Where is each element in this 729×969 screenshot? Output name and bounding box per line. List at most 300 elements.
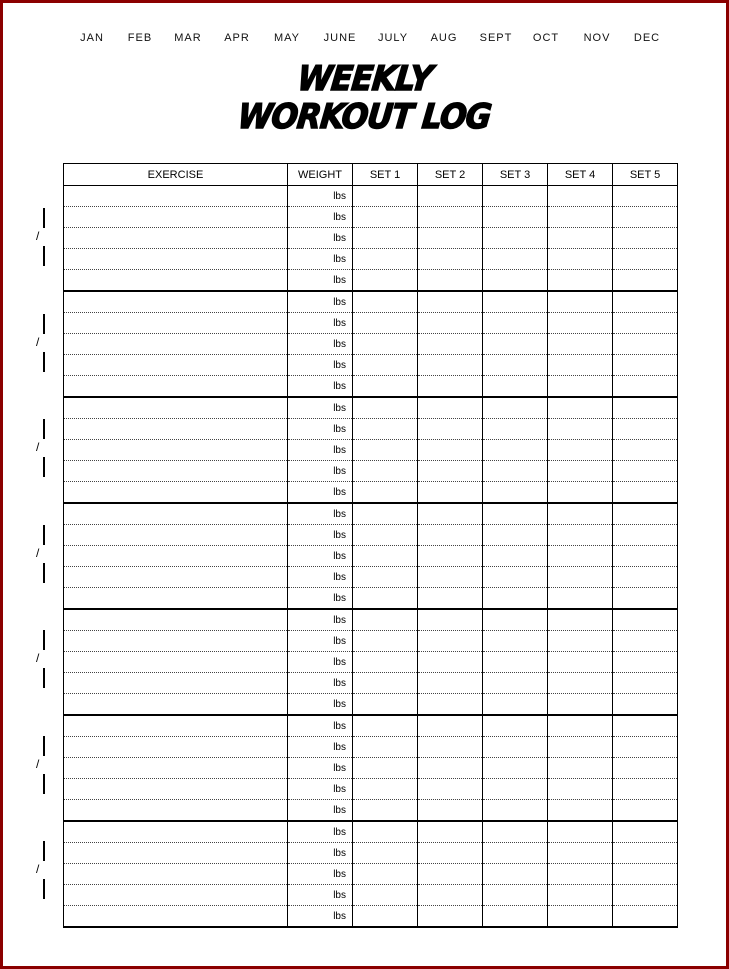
set-5-cell[interactable] — [613, 291, 678, 313]
set-2-cell[interactable] — [418, 631, 483, 652]
set-3-cell[interactable] — [483, 546, 548, 567]
set-3-cell[interactable] — [483, 503, 548, 525]
weight-cell[interactable]: lbs — [288, 313, 353, 334]
set-2-cell[interactable] — [418, 440, 483, 461]
set-3-cell[interactable] — [483, 228, 548, 249]
set-5-cell[interactable] — [613, 588, 678, 610]
set-3-header: SET 3 — [483, 164, 548, 186]
weight-cell[interactable]: lbs — [288, 631, 353, 652]
month-nov[interactable]: NOV — [583, 32, 611, 44]
set-3-cell[interactable] — [483, 758, 548, 779]
exercise-cell[interactable] — [64, 228, 288, 249]
set-4-cell[interactable] — [548, 313, 613, 334]
month-july[interactable]: JULY — [377, 32, 409, 44]
set-5-cell[interactable] — [613, 313, 678, 334]
set-4-cell[interactable] — [548, 779, 613, 800]
set-1-cell[interactable] — [353, 652, 418, 673]
exercise-cell[interactable] — [64, 631, 288, 652]
weight-cell[interactable]: lbs — [288, 376, 353, 398]
set-2-cell[interactable] — [418, 800, 483, 822]
month-dec[interactable]: DEC — [633, 32, 661, 44]
set-2-cell[interactable] — [418, 885, 483, 906]
set-2-cell[interactable] — [418, 313, 483, 334]
set-3-cell[interactable] — [483, 461, 548, 482]
date-separator: / — [36, 756, 40, 771]
table-row — [64, 207, 678, 228]
table-row — [64, 397, 678, 419]
set-5-header: SET 5 — [613, 164, 678, 186]
set-1-cell[interactable] — [353, 440, 418, 461]
date-entry[interactable] — [31, 208, 51, 268]
month-june[interactable]: JUNE — [323, 32, 357, 44]
exercise-cell[interactable] — [64, 355, 288, 376]
set-3-cell[interactable] — [483, 419, 548, 440]
set-1-cell[interactable] — [353, 207, 418, 228]
table-row — [64, 355, 678, 376]
set-2-cell[interactable] — [418, 843, 483, 864]
date-separator: / — [36, 862, 40, 876]
month-oct[interactable]: OCT — [532, 32, 560, 44]
exercise-cell[interactable] — [64, 334, 288, 355]
weight-cell[interactable]: lbs — [288, 546, 353, 567]
title-line-weekly: WEEKLY — [295, 59, 434, 99]
weight-cell[interactable]: lbs — [288, 397, 353, 419]
exercise-cell[interactable] — [64, 588, 288, 610]
set-1-cell[interactable] — [353, 186, 418, 207]
set-3-cell[interactable] — [483, 186, 548, 207]
table-row — [64, 567, 678, 588]
table-row — [64, 376, 678, 398]
set-1-cell[interactable] — [353, 673, 418, 694]
set-3-cell[interactable] — [483, 609, 548, 631]
set-4-cell[interactable] — [548, 673, 613, 694]
set-5-cell[interactable] — [613, 355, 678, 376]
exercise-cell[interactable] — [64, 207, 288, 228]
date-entry[interactable] — [31, 736, 51, 796]
weight-cell[interactable]: lbs — [288, 652, 353, 673]
set-3-cell[interactable] — [483, 673, 548, 694]
exercise-cell[interactable] — [64, 609, 288, 631]
set-1-cell[interactable] — [353, 546, 418, 567]
set-1-cell[interactable] — [353, 715, 418, 737]
set-1-cell[interactable] — [353, 419, 418, 440]
set-2-cell[interactable] — [418, 482, 483, 504]
set-4-cell[interactable] — [548, 758, 613, 779]
weight-cell[interactable]: lbs — [288, 461, 353, 482]
month-feb[interactable]: FEB — [127, 32, 153, 44]
set-3-cell[interactable] — [483, 397, 548, 419]
set-5-cell[interactable] — [613, 397, 678, 419]
set-4-cell[interactable] — [548, 291, 613, 313]
set-5-cell[interactable] — [613, 843, 678, 864]
set-1-cell[interactable] — [353, 694, 418, 716]
exercise-cell[interactable] — [64, 673, 288, 694]
weight-cell[interactable]: lbs — [288, 207, 353, 228]
set-1-cell[interactable] — [353, 313, 418, 334]
exercise-cell[interactable] — [64, 249, 288, 270]
weight-cell[interactable]: lbs — [288, 440, 353, 461]
table-row — [64, 503, 678, 525]
exercise-header: EXERCISE — [64, 164, 288, 186]
month-may[interactable]: MAY — [273, 32, 301, 44]
set-5-cell[interactable] — [613, 609, 678, 631]
set-3-cell[interactable] — [483, 313, 548, 334]
weight-cell[interactable]: lbs — [288, 525, 353, 546]
set-5-cell[interactable] — [613, 906, 678, 928]
weight-cell[interactable]: lbs — [288, 821, 353, 843]
set-4-cell[interactable] — [548, 355, 613, 376]
date-month-line — [43, 841, 45, 861]
exercise-cell[interactable] — [64, 843, 288, 864]
set-5-cell[interactable] — [613, 376, 678, 398]
date-entry[interactable] — [31, 841, 51, 901]
set-3-cell[interactable] — [483, 207, 548, 228]
weight-cell[interactable]: lbs — [288, 800, 353, 822]
weight-header: WEIGHT — [288, 164, 353, 186]
set-4-cell[interactable] — [548, 503, 613, 525]
set-5-cell[interactable] — [613, 885, 678, 906]
set-4-cell[interactable] — [548, 270, 613, 292]
weight-cell[interactable]: lbs — [288, 334, 353, 355]
date-separator: / — [36, 545, 40, 560]
set-1-cell[interactable] — [353, 885, 418, 906]
weight-cell[interactable]: lbs — [288, 885, 353, 906]
set-5-cell[interactable] — [613, 800, 678, 822]
set-1-cell[interactable] — [353, 525, 418, 546]
set-5-cell[interactable] — [613, 715, 678, 737]
weight-cell[interactable]: lbs — [288, 588, 353, 610]
table-row — [64, 249, 678, 270]
set-2-cell[interactable] — [418, 228, 483, 249]
exercise-cell[interactable] — [64, 758, 288, 779]
exercise-cell[interactable] — [64, 800, 288, 822]
set-2-cell[interactable] — [418, 397, 483, 419]
set-4-cell[interactable] — [548, 546, 613, 567]
set-5-cell[interactable] — [613, 694, 678, 716]
set-5-cell[interactable] — [613, 461, 678, 482]
weight-cell[interactable]: lbs — [288, 419, 353, 440]
exercise-cell[interactable] — [64, 503, 288, 525]
weight-cell[interactable]: lbs — [288, 843, 353, 864]
exercise-cell[interactable] — [64, 737, 288, 758]
set-3-cell[interactable] — [483, 737, 548, 758]
table-row — [64, 546, 678, 567]
set-4-cell[interactable] — [548, 694, 613, 716]
exercise-cell[interactable] — [64, 525, 288, 546]
set-2-cell[interactable] — [418, 588, 483, 610]
exercise-cell[interactable] — [64, 397, 288, 419]
date-entry[interactable] — [31, 419, 51, 479]
set-3-cell[interactable] — [483, 291, 548, 313]
date-day-line — [43, 457, 45, 477]
weight-cell[interactable]: lbs — [288, 482, 353, 504]
set-3-cell[interactable] — [483, 249, 548, 270]
weight-cell[interactable]: lbs — [288, 758, 353, 779]
table-row — [64, 800, 678, 822]
table-row — [64, 482, 678, 504]
set-5-cell[interactable] — [613, 631, 678, 652]
set-1-cell[interactable] — [353, 800, 418, 822]
set-2-cell[interactable] — [418, 821, 483, 843]
set-4-cell[interactable] — [548, 376, 613, 398]
set-1-cell[interactable] — [353, 376, 418, 398]
set-1-cell[interactable] — [353, 249, 418, 270]
weight-cell[interactable]: lbs — [288, 737, 353, 758]
date-month-line — [43, 736, 45, 756]
weight-cell[interactable]: lbs — [288, 249, 353, 270]
set-2-cell[interactable] — [418, 779, 483, 800]
weight-cell[interactable]: lbs — [288, 715, 353, 737]
set-5-cell[interactable] — [613, 525, 678, 546]
exercise-cell[interactable] — [64, 864, 288, 885]
set-5-cell[interactable] — [613, 652, 678, 673]
weight-cell[interactable]: lbs — [288, 673, 353, 694]
set-1-cell[interactable] — [353, 291, 418, 313]
set-5-cell[interactable] — [613, 567, 678, 588]
set-4-cell[interactable] — [548, 567, 613, 588]
weight-cell[interactable]: lbs — [288, 503, 353, 525]
set-5-cell[interactable] — [613, 864, 678, 885]
set-5-cell[interactable] — [613, 779, 678, 800]
table-row — [64, 525, 678, 546]
table-row — [64, 313, 678, 334]
set-3-cell[interactable] — [483, 567, 548, 588]
weight-cell[interactable]: lbs — [288, 355, 353, 376]
set-3-cell[interactable] — [483, 885, 548, 906]
set-1-cell[interactable] — [353, 588, 418, 610]
weight-cell[interactable]: lbs — [288, 906, 353, 928]
weight-cell[interactable]: lbs — [288, 779, 353, 800]
set-2-cell[interactable] — [418, 694, 483, 716]
exercise-cell[interactable] — [64, 885, 288, 906]
set-2-cell[interactable] — [418, 270, 483, 292]
set-2-cell[interactable] — [418, 525, 483, 546]
set-3-cell[interactable] — [483, 334, 548, 355]
month-selector — [74, 32, 674, 48]
set-1-cell[interactable] — [353, 567, 418, 588]
date-entry[interactable] — [31, 630, 51, 690]
weight-cell[interactable]: lbs — [288, 186, 353, 207]
exercise-cell[interactable] — [64, 546, 288, 567]
set-2-cell[interactable] — [418, 376, 483, 398]
exercise-cell[interactable] — [64, 419, 288, 440]
set-5-cell[interactable] — [613, 673, 678, 694]
exercise-cell[interactable] — [64, 715, 288, 737]
set-2-cell[interactable] — [418, 461, 483, 482]
set-5-cell[interactable] — [613, 737, 678, 758]
weight-cell[interactable]: lbs — [288, 864, 353, 885]
set-1-cell[interactable] — [353, 843, 418, 864]
set-4-cell[interactable] — [548, 525, 613, 546]
set-4-cell[interactable] — [548, 906, 613, 928]
set-1-cell[interactable] — [353, 864, 418, 885]
set-2-cell[interactable] — [418, 503, 483, 525]
set-4-cell[interactable] — [548, 715, 613, 737]
weight-cell[interactable]: lbs — [288, 228, 353, 249]
set-1-cell[interactable] — [353, 631, 418, 652]
set-5-cell[interactable] — [613, 186, 678, 207]
exercise-cell[interactable] — [64, 567, 288, 588]
table-row — [64, 419, 678, 440]
month-mar[interactable]: MAR — [174, 32, 202, 44]
set-1-cell[interactable] — [353, 758, 418, 779]
table-row — [64, 609, 678, 631]
table-row — [64, 334, 678, 355]
set-2-cell[interactable] — [418, 567, 483, 588]
exercise-cell[interactable] — [64, 906, 288, 928]
set-4-cell[interactable] — [548, 249, 613, 270]
set-4-cell[interactable] — [548, 207, 613, 228]
set-5-cell[interactable] — [613, 334, 678, 355]
set-4-cell[interactable] — [548, 885, 613, 906]
month-aug[interactable]: AUG — [430, 32, 458, 44]
set-1-cell[interactable] — [353, 503, 418, 525]
set-5-cell[interactable] — [613, 758, 678, 779]
set-3-cell[interactable] — [483, 440, 548, 461]
page-title — [0, 59, 729, 137]
set-4-cell[interactable] — [548, 609, 613, 631]
set-1-cell[interactable] — [353, 609, 418, 631]
set-2-cell[interactable] — [418, 207, 483, 228]
table-row — [64, 652, 678, 673]
set-1-cell[interactable] — [353, 228, 418, 249]
set-5-cell[interactable] — [613, 482, 678, 504]
set-4-cell[interactable] — [548, 461, 613, 482]
table-row — [64, 694, 678, 716]
set-4-cell[interactable] — [548, 737, 613, 758]
set-2-cell[interactable] — [418, 419, 483, 440]
weight-cell[interactable]: lbs — [288, 609, 353, 631]
set-2-cell[interactable] — [418, 355, 483, 376]
exercise-cell[interactable] — [64, 186, 288, 207]
set-4-cell[interactable] — [548, 440, 613, 461]
set-3-cell[interactable] — [483, 843, 548, 864]
table-row — [64, 779, 678, 800]
set-1-cell[interactable] — [353, 821, 418, 843]
set-1-cell[interactable] — [353, 461, 418, 482]
date-month-line — [43, 208, 45, 228]
set-4-cell[interactable] — [548, 631, 613, 652]
set-5-cell[interactable] — [613, 503, 678, 525]
set-2-cell[interactable] — [418, 334, 483, 355]
set-3-cell[interactable] — [483, 779, 548, 800]
set-2-cell[interactable] — [418, 609, 483, 631]
exercise-cell[interactable] — [64, 291, 288, 313]
exercise-cell[interactable] — [64, 779, 288, 800]
month-jan[interactable]: JAN — [80, 32, 104, 44]
set-5-cell[interactable] — [613, 440, 678, 461]
date-entry[interactable] — [31, 525, 51, 585]
set-4-cell[interactable] — [548, 482, 613, 504]
set-2-cell[interactable] — [418, 291, 483, 313]
exercise-cell[interactable] — [64, 694, 288, 716]
exercise-cell[interactable] — [64, 821, 288, 843]
weight-cell[interactable]: lbs — [288, 291, 353, 313]
set-1-cell[interactable] — [353, 270, 418, 292]
set-4-cell[interactable] — [548, 186, 613, 207]
set-5-cell[interactable] — [613, 821, 678, 843]
set-1-cell[interactable] — [353, 482, 418, 504]
set-4-cell[interactable] — [548, 397, 613, 419]
set-4-cell[interactable] — [548, 652, 613, 673]
table-row — [64, 758, 678, 779]
set-5-cell[interactable] — [613, 270, 678, 292]
set-3-cell[interactable] — [483, 715, 548, 737]
exercise-cell[interactable] — [64, 440, 288, 461]
set-3-cell[interactable] — [483, 355, 548, 376]
set-3-cell[interactable] — [483, 482, 548, 504]
weight-cell[interactable]: lbs — [288, 694, 353, 716]
set-4-cell[interactable] — [548, 588, 613, 610]
set-3-cell[interactable] — [483, 270, 548, 292]
set-2-cell[interactable] — [418, 546, 483, 567]
weight-cell[interactable]: lbs — [288, 270, 353, 292]
exercise-cell[interactable] — [64, 313, 288, 334]
set-5-cell[interactable] — [613, 207, 678, 228]
set-4-cell[interactable] — [548, 419, 613, 440]
month-apr[interactable]: APR — [224, 32, 250, 44]
date-separator: / — [36, 440, 40, 454]
set-1-cell[interactable] — [353, 355, 418, 376]
set-1-cell[interactable] — [353, 906, 418, 928]
date-day-line — [43, 246, 45, 266]
set-3-cell[interactable] — [483, 631, 548, 652]
set-4-cell[interactable] — [548, 228, 613, 249]
set-3-cell[interactable] — [483, 694, 548, 716]
set-2-cell[interactable] — [418, 758, 483, 779]
set-1-cell[interactable] — [353, 737, 418, 758]
set-2-cell[interactable] — [418, 864, 483, 885]
set-4-cell[interactable] — [548, 843, 613, 864]
set-2-cell[interactable] — [418, 906, 483, 928]
set-2-cell[interactable] — [418, 673, 483, 694]
set-5-cell[interactable] — [613, 419, 678, 440]
date-entry[interactable] — [31, 314, 51, 374]
set-1-cell[interactable] — [353, 334, 418, 355]
set-5-cell[interactable] — [613, 228, 678, 249]
set-4-cell[interactable] — [548, 864, 613, 885]
set-3-cell[interactable] — [483, 376, 548, 398]
set-3-cell[interactable] — [483, 525, 548, 546]
set-3-cell[interactable] — [483, 800, 548, 822]
set-4-cell[interactable] — [548, 821, 613, 843]
set-2-cell[interactable] — [418, 652, 483, 673]
exercise-cell[interactable] — [64, 652, 288, 673]
date-month-line — [43, 630, 45, 650]
set-3-cell[interactable] — [483, 864, 548, 885]
set-2-cell[interactable] — [418, 186, 483, 207]
set-4-cell[interactable] — [548, 334, 613, 355]
set-3-cell[interactable] — [483, 588, 548, 610]
set-2-cell[interactable] — [418, 715, 483, 737]
set-3-cell[interactable] — [483, 906, 548, 928]
set-1-cell[interactable] — [353, 779, 418, 800]
set-3-cell[interactable] — [483, 821, 548, 843]
set-1-cell[interactable] — [353, 397, 418, 419]
exercise-cell[interactable] — [64, 461, 288, 482]
set-2-cell[interactable] — [418, 249, 483, 270]
exercise-cell[interactable] — [64, 482, 288, 504]
month-sept[interactable]: SEPT — [479, 32, 513, 44]
set-2-cell[interactable] — [418, 737, 483, 758]
exercise-cell[interactable] — [64, 376, 288, 398]
set-4-cell[interactable] — [548, 800, 613, 822]
set-5-cell[interactable] — [613, 249, 678, 270]
set-5-cell[interactable] — [613, 546, 678, 567]
weight-cell[interactable]: lbs — [288, 567, 353, 588]
set-3-cell[interactable] — [483, 652, 548, 673]
exercise-cell[interactable] — [64, 270, 288, 292]
